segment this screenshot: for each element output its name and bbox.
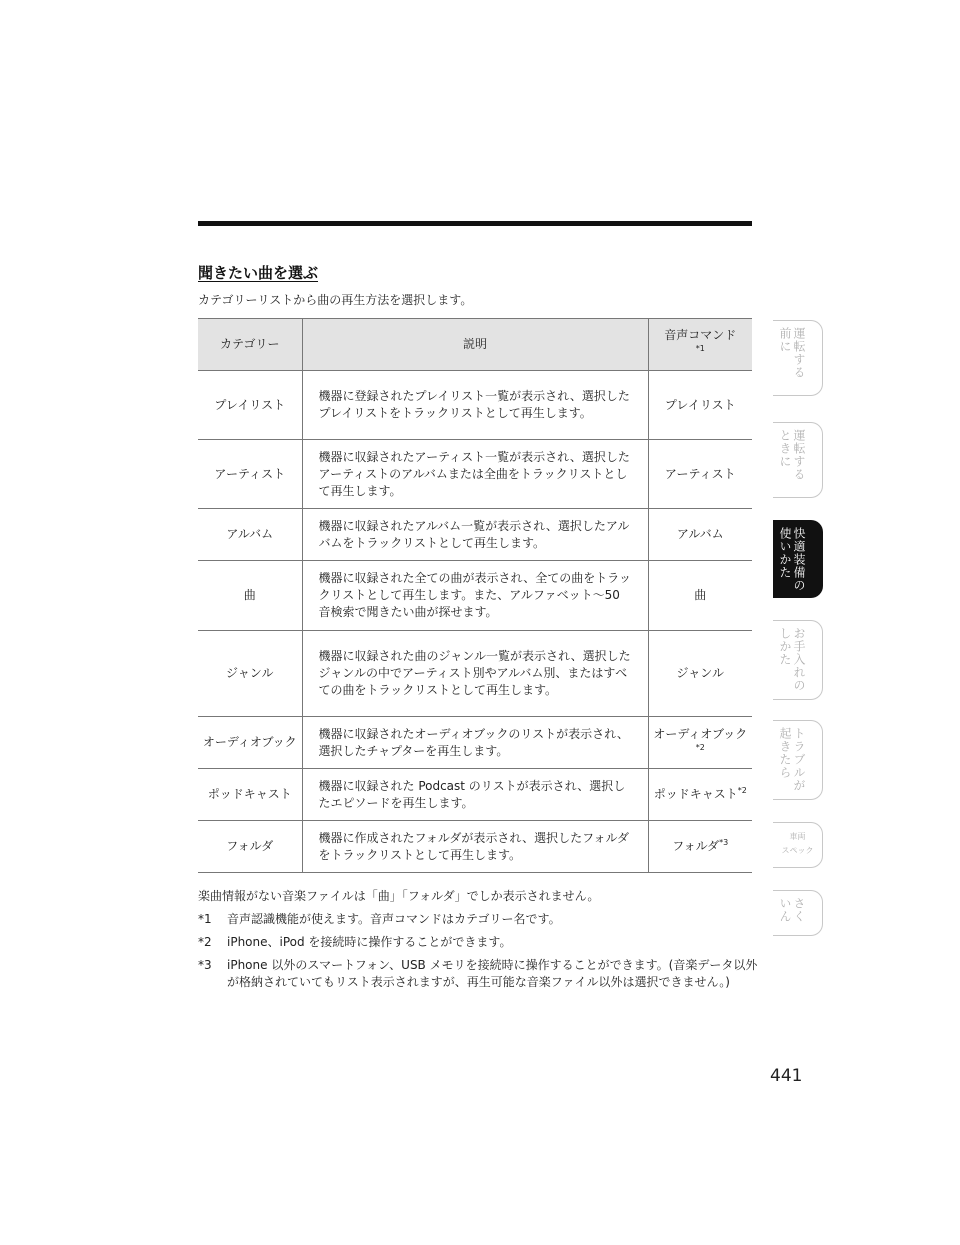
table-header-row (198, 319, 752, 371)
row-description: 機器に収録された全ての曲が表示され、全ての曲をトラックリストとして再生します。また、アルファベット～50 音検索で聞きたい曲が探せます。 (302, 561, 648, 631)
side-tab-index[interactable] (773, 890, 823, 936)
table-row (198, 509, 752, 561)
row-command: ポッドキャスト$^{*2}$ (648, 769, 752, 821)
row-description: 機器に収録された Podcast のリストが表示され、選択したエピソードを再生します。 (302, 769, 648, 821)
side-tab-label: いん (778, 897, 792, 923)
page-number: 441 (770, 1066, 803, 1086)
side-tab-label: お手入れの (792, 627, 806, 692)
row-category: フォルダ (198, 821, 302, 873)
footnote-text: iPhone 以外のスマートフォン、USB メモリを接続時に操作することができます。(音楽データ以外が格納されていてもリスト表示されますが、再生可能な音楽ファイル以外は選択できません。) (227, 958, 758, 989)
footnote (198, 957, 758, 991)
row-description: 機器に収録されたオーディオブックのリストが表示され、選択したチャプターを再生します。 (302, 717, 648, 769)
table-row (198, 631, 752, 717)
row-command: プレイリスト (648, 371, 752, 440)
side-tab-vehicle-specs[interactable] (773, 822, 823, 868)
table-row (198, 717, 752, 769)
section-intro: カテゴリーリストから曲の再生方法を選択します。 (198, 293, 473, 307)
side-tab-label: しかた (778, 627, 792, 666)
header-description: 説明 (302, 319, 648, 371)
row-category: 曲 (198, 561, 302, 631)
row-description: 機器に収録されたアーティスト一覧が表示され、選択したアーティストのアルバムまたは全曲をトラックリストとして再生します。 (302, 440, 648, 509)
side-tab-label: 快適装備の (792, 527, 806, 592)
side-tab-label: 車両 (789, 832, 806, 841)
row-description: 機器に登録されたプレイリスト一覧が表示され、選択したプレイリストをトラックリストとして再生します。 (302, 371, 648, 440)
table-row (198, 821, 752, 873)
footnote (198, 911, 758, 928)
header-voice-command-note: *1 (695, 344, 705, 353)
side-tab-troubleshooting[interactable] (773, 720, 823, 800)
footnote-mark: *2 (198, 935, 212, 949)
side-tab-label: 使いかた (778, 527, 792, 579)
side-tab-maintenance[interactable] (773, 620, 823, 700)
side-tab-label: 前に (778, 327, 792, 353)
row-category: ジャンル (198, 631, 302, 717)
footnote-mark: *3 (198, 958, 212, 972)
footnote-mark: *1 (198, 912, 212, 926)
side-tab-comfort-equipment[interactable] (773, 520, 823, 598)
side-tab-label: ときに (778, 429, 792, 468)
footnote-text: iPhone、iPod を接続時に操作することができます。 (227, 935, 512, 949)
row-description: 機器に作成されたフォルダが表示され、選択したフォルダをトラックリストとして再生します。 (302, 821, 648, 873)
row-command: 曲 (648, 561, 752, 631)
row-category: アーティスト (198, 440, 302, 509)
row-category: アルバム (198, 509, 302, 561)
row-command: ジャンル (648, 631, 752, 717)
side-tab-label: 運転する (792, 327, 806, 379)
row-description: 機器に収録されたアルバム一覧が表示され、選択したアルバムをトラックリストとして再生します。 (302, 509, 648, 561)
table-row (198, 440, 752, 509)
row-description: 機器に収録された曲のジャンル一覧が表示され、選択したジャンルの中でアーティスト別やアルバム別、またはすべての曲をトラックリストとして再生します。 (302, 631, 648, 717)
category-table (198, 318, 752, 873)
side-tab-label: さく (792, 897, 806, 923)
row-category: ポッドキャスト (198, 769, 302, 821)
row-category: プレイリスト (198, 371, 302, 440)
table-row (198, 769, 752, 821)
row-command: アルバム (648, 509, 752, 561)
row-command: アーティスト (648, 440, 752, 509)
side-tab-label: スペック (781, 846, 814, 855)
footnote (198, 934, 758, 951)
table-row (198, 561, 752, 631)
top-rule (198, 221, 752, 226)
row-command: オーディオブック$^{*2}$ (648, 717, 752, 769)
footnote-text: 音声認識機能が使えます。音声コマンドはカテゴリー名です。 (227, 912, 561, 926)
side-tab-label: トラブルが (792, 727, 806, 792)
side-tab-label: 運転する (792, 429, 806, 481)
side-tab-label: 起きたら (778, 727, 792, 779)
header-category: カテゴリー (198, 319, 302, 371)
main-note: 楽曲情報がない音楽ファイルは「曲」「フォルダ」でしか表示されません。 (198, 889, 600, 903)
side-tab-before-driving[interactable] (773, 320, 823, 396)
table-row (198, 371, 752, 440)
row-command: フォルダ$^{*3}$ (648, 821, 752, 873)
row-category: オーディオブック (198, 717, 302, 769)
section-title: 聞きたい曲を選ぶ (198, 264, 319, 282)
header-voice-command (648, 319, 752, 371)
side-tab-while-driving[interactable] (773, 422, 823, 498)
notes (198, 888, 758, 997)
header-voice-command-label: 音声コマンド (664, 328, 737, 342)
